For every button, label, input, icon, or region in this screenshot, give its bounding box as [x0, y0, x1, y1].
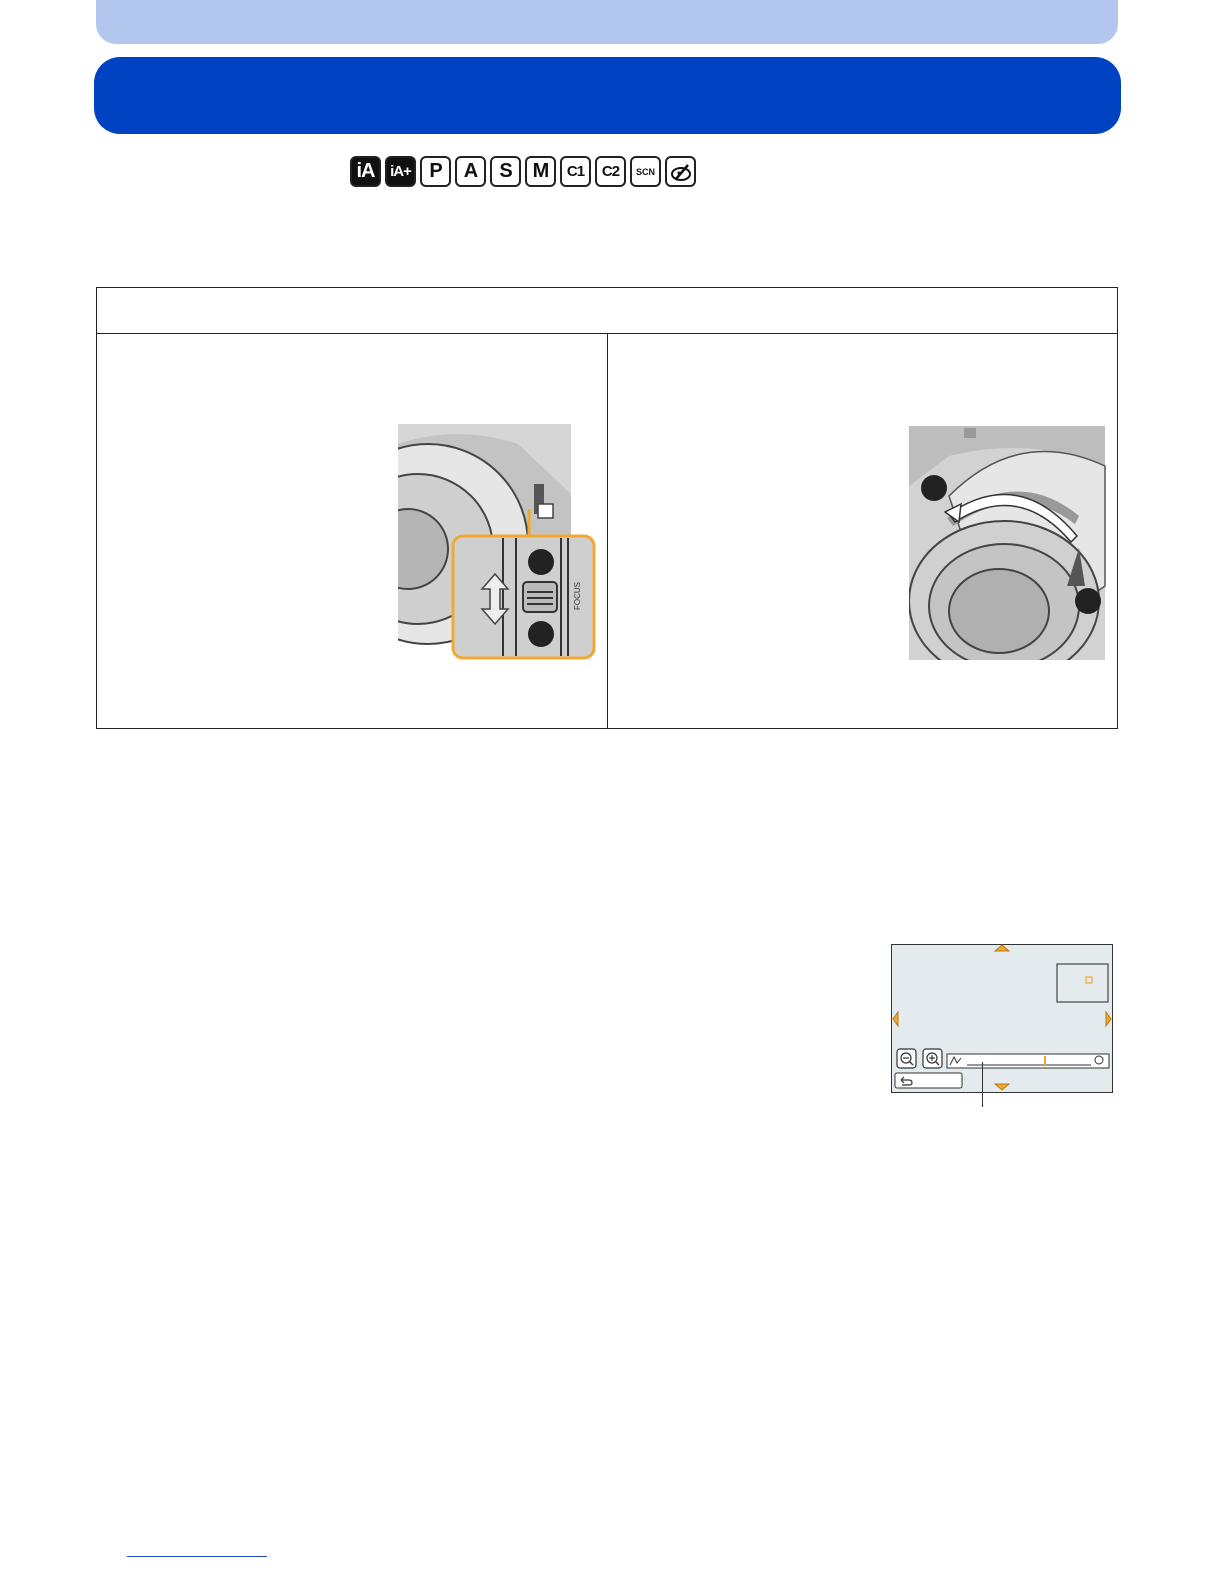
footer-link-underline[interactable] [127, 1556, 267, 1557]
lens-focus-switch-figure [398, 424, 598, 660]
intelligent-auto-plus-icon: iA+ [385, 156, 416, 187]
mf-guide-bar [947, 1054, 1109, 1068]
arrow-left-icon [893, 1012, 898, 1026]
arrow-right-icon [1106, 1012, 1111, 1026]
focus-area-preview [1057, 964, 1108, 1002]
chapter-header-band [96, 0, 1118, 44]
intelligent-auto-icon: iA [350, 156, 381, 187]
aperture-mode-icon: A [455, 156, 486, 187]
focus-switch-label: FOCUS [573, 582, 582, 610]
manual-focus-assist-screen [891, 944, 1113, 1093]
manual-mode-icon: M [525, 156, 556, 187]
lens-focus-ring-figure [909, 426, 1109, 660]
mf-guide-callout-line [982, 1062, 983, 1107]
program-mode-icon: P [420, 156, 451, 187]
custom-1-icon: C1 [560, 156, 591, 187]
arrow-down-icon [995, 1084, 1009, 1090]
shutter-mode-icon: S [490, 156, 521, 187]
table-column-divider [607, 333, 608, 728]
custom-2-icon: C2 [595, 156, 626, 187]
scene-mode-icon: SCN [630, 156, 661, 187]
creative-control-icon [665, 156, 696, 187]
section-title-band [94, 57, 1121, 134]
recording-mode-icons [350, 156, 696, 187]
arrow-up-icon [995, 945, 1009, 951]
